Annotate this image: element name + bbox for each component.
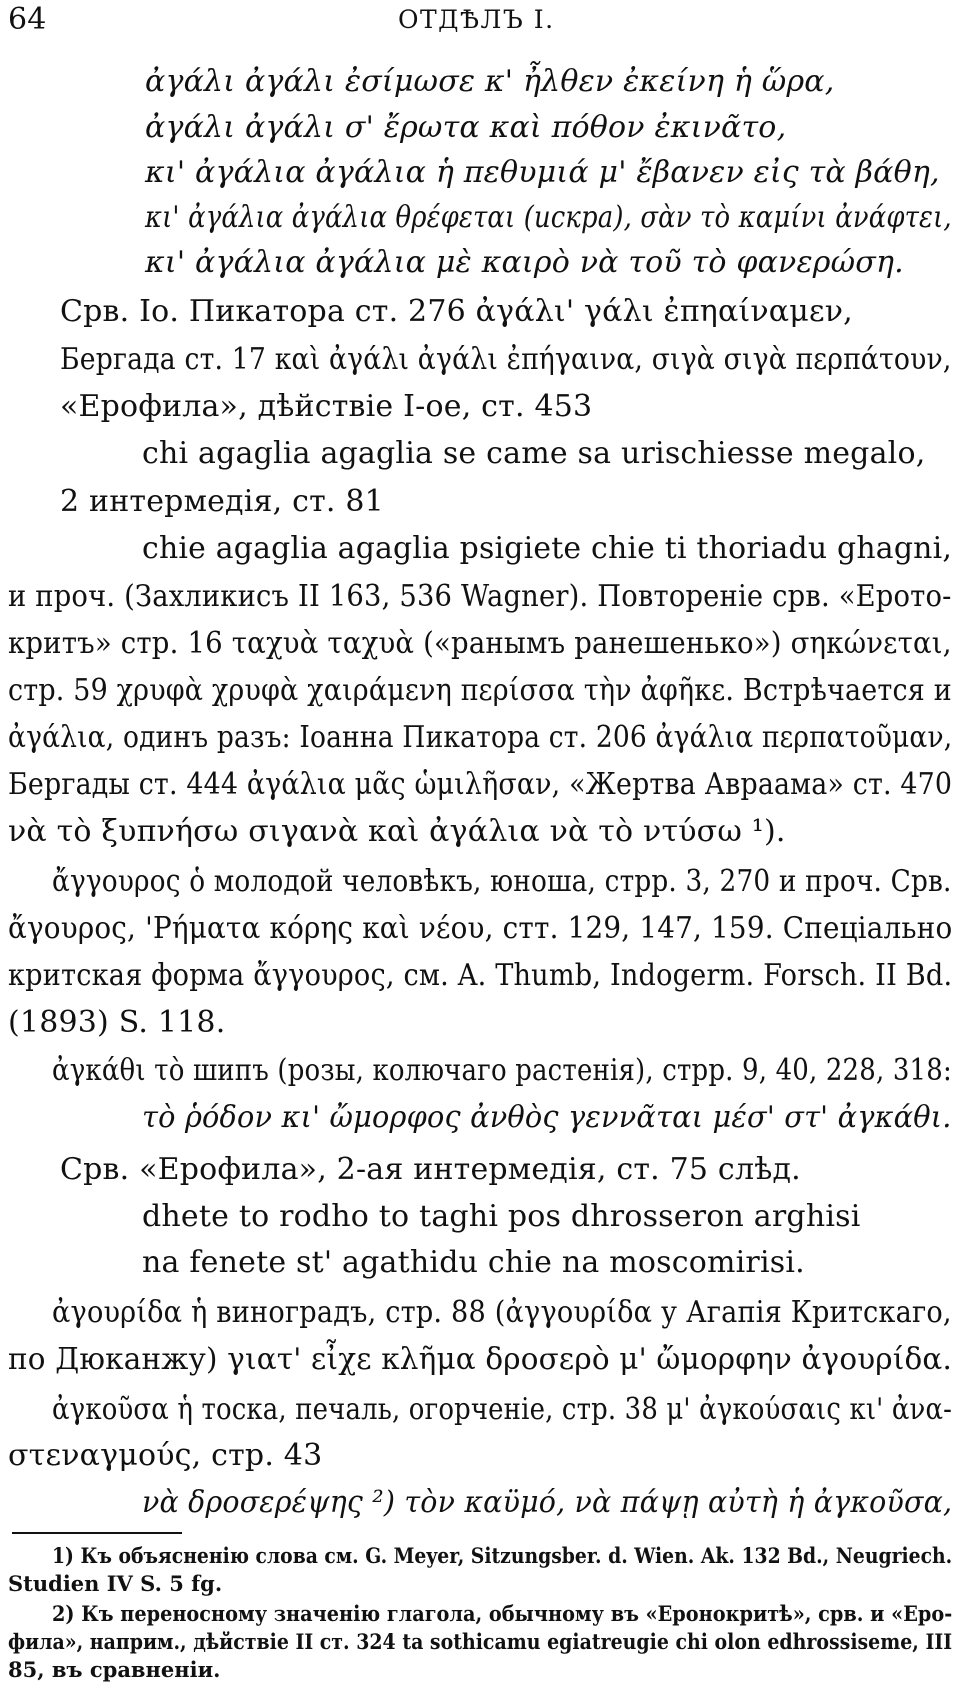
text-line: критская форма ἄγγουρος, см. A. Thumb, Indogerm. Forsch. II Bd. <box>8 958 953 993</box>
running-title: ОТДѢЛЪ I. <box>398 5 555 34</box>
text-line: стр. 59 χρυφὰ χρυφὰ χαιράμενη περίσσα τὴν ἀφῆκε. Встрѣчается и <box>8 673 952 708</box>
text-line: na fenete st' agathidu chie na moscomirisi. <box>142 1245 805 1280</box>
text-line: κι' ἀγάλια ἀγάλια μὲ καιρὸ νὰ τοῦ τὸ φανερώση. <box>145 245 904 280</box>
text-line: νὰ τὸ ξυπνήσω σιγανὰ καὶ ἀγάλια νὰ τὸ ντύσω ¹). <box>8 814 786 849</box>
text-line: Срв. Іо. Пикатора ст. 276 ἀγάλι' γάλι ἐπηαίναμεν, <box>60 294 853 329</box>
footnote-separator <box>12 1532 182 1534</box>
text-line: 2 интермедія, ст. 81 <box>60 484 384 519</box>
text-line: ἄγγουρος ὁ молодой человѣкъ, юноша, стрр. 3, 270 и проч. Срв. <box>52 864 952 899</box>
text-line: νὰ δροσερέψης ²) τὸν καϋμό, νὰ πάψῃ αὐτὴ ἡ ἀγκοῦσα, <box>142 1485 953 1520</box>
text-line: ἀγάλια, одинъ разъ: Іоанна Пикатора ст. 206 ἀγάλια περπατοῦμαν, <box>8 720 953 755</box>
text-line: στεναγμούς, стр. 43 <box>8 1438 323 1473</box>
text-line: критъ» стр. 16 ταχυὰ ταχυὰ («ранымъ ранешенько») σηκώνεται, <box>8 626 952 661</box>
footnote-line: Studien IV S. 5 fg. <box>8 1571 223 1596</box>
page-number: 64 <box>8 2 47 37</box>
text-line: chie agaglia agaglia psigiete chie ti thoriadu ghagni, <box>142 531 953 566</box>
text-line: ἄγουρος, 'Ρήματα κόρης καὶ νέου, стт. 129, 147, 159. Спеціально <box>8 911 953 946</box>
text-line: ἀγάλι ἀγάλι ἐσίμωσε κ' ἦλθεν ἐκείνη ἡ ὥρα, <box>145 64 835 99</box>
text-line: κι' ἀγάλια ἀγάλια θρέφεται (искра), σὰν τὸ καμίνι ἀνάφτει, <box>145 200 952 235</box>
text-line: ἀγουρίδα ἡ виноградъ, стр. 88 (ἀγγουρίδα у Агапія Критскаго, <box>52 1295 952 1330</box>
text-line: κι' ἀγάλια ἀγάλια ἡ πεθυμιά μ' ἔβανεν εἰς τὰ βάθη, <box>145 155 940 190</box>
text-line: Бергада ст. 17 καὶ ἀγάλι ἀγάλι ἐπήγαινα, σιγὰ σιγὰ περπάτουν, <box>60 342 952 377</box>
text-line: Срв. «Ерофила», 2-ая интермедія, ст. 75 слѣд. <box>60 1152 801 1187</box>
text-line: ἀγάλι ἀγάλι σ' ἔρωτα καὶ πόθον ἐκινᾶτο, <box>145 110 787 145</box>
text-line: ἀγκάθι τὸ шипъ (розы, колючаго растенія), стрр. 9, 40, 228, 318: <box>52 1053 952 1088</box>
text-line: dhete to rodho to taghi pos dhrosseron arghisi <box>142 1199 861 1234</box>
text-line: Бергады ст. 444 ἀγάλια μᾶς ὡμιλῆσαν, «Жертва Авраама» ст. 470 <box>8 767 953 802</box>
footnote-line: фила», наприм., дѣйствіе II ст. 324 ta sothicamu egiatreugie chi olon edhrossiseme, III <box>8 1629 953 1654</box>
text-line: ἀγκοῦσα ἡ тоска, печаль, огорченіе, стр. 38 μ' ἀγκούσαις κι' ἀνα- <box>52 1392 953 1427</box>
text-line: и проч. (Захликисъ II 163, 536 Wagner). Повтореніе срв. «Ерото- <box>8 579 952 614</box>
footnote-line: 2) Къ переносному значенію глагола, обычному въ «Еронокритѣ», срв. и «Еро- <box>52 1601 953 1626</box>
text-line: chi agaglia agaglia se came sa urischiesse megalo, <box>142 436 926 471</box>
text-line: (1893) S. 118. <box>8 1005 226 1040</box>
text-line: по Дюканжу) γιατ' εἶχε κλῆμα δροσερὸ μ' ὤμορφην ἀγουρίδα. <box>8 1342 953 1377</box>
footnote-line: 1) Къ объясненію слова см. G. Meyer, Sitzungsber. d. Wien. Ak. 132 Bd., Neugriech. <box>52 1543 953 1568</box>
text-line: τὸ ῥόδον κι' ὤμορφος ἀνθὸς γεννᾶται μέσ' στ' ἀγκάθι. <box>142 1100 952 1135</box>
footnote-line: 85, въ сравненіи. <box>8 1657 221 1682</box>
text-line: «Ерофила», дѣйствіе I-ое, ст. 453 <box>60 389 593 424</box>
